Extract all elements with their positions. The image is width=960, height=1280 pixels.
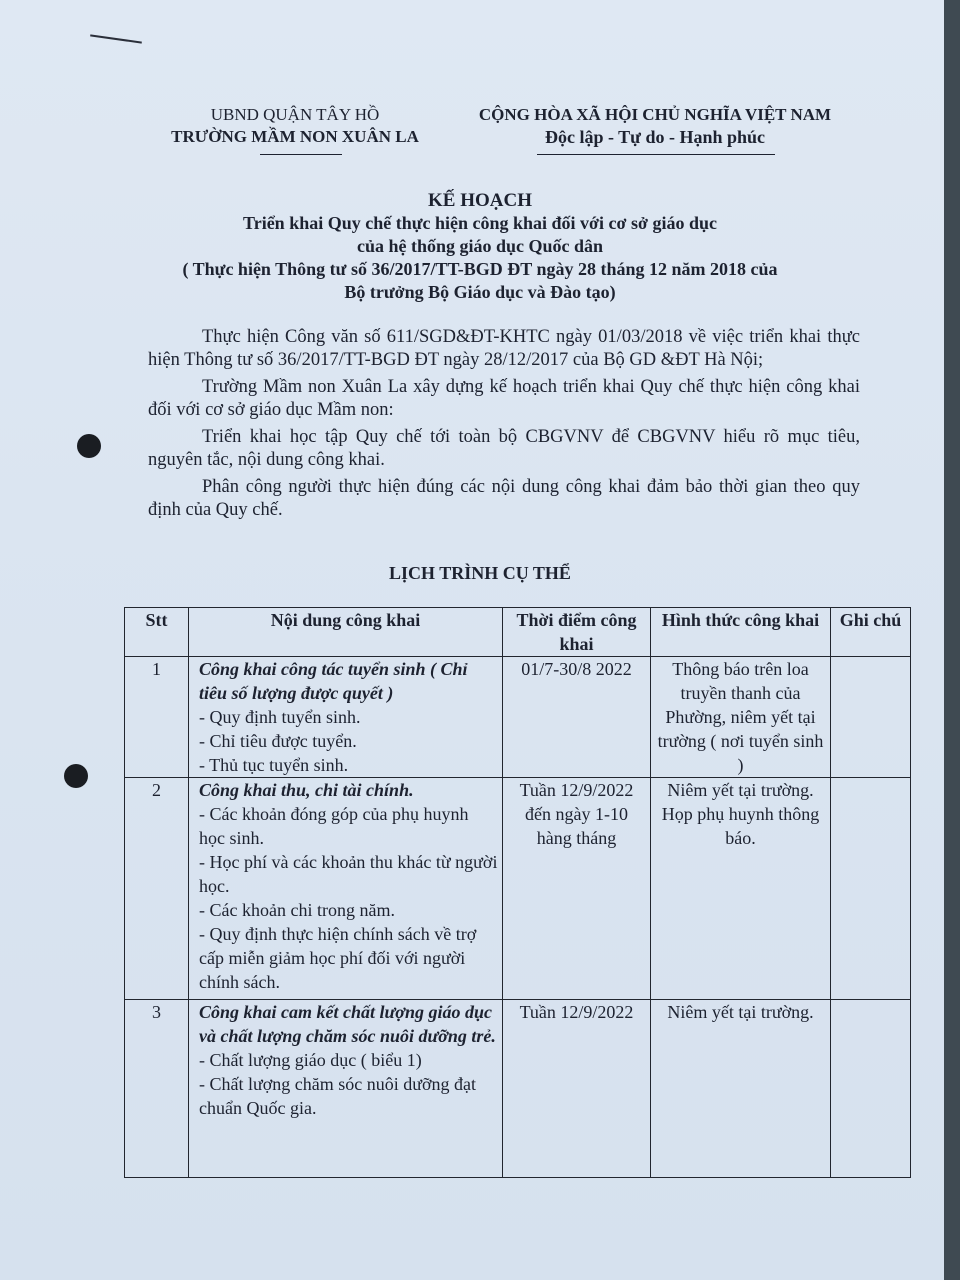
paragraph: Trường Mầm non Xuân La xây dựng kế hoạch triển khai Quy chế thực hiện công khai đối với cơ sở giáo dục Mầm non: bbox=[148, 377, 860, 420]
cell-note bbox=[831, 1000, 911, 1178]
header-school: TRƯỜNG MẦM NON XUÂN LA bbox=[171, 127, 419, 146]
title-sub2: của hệ thống giáo dục Quốc dân bbox=[356, 236, 604, 256]
table-row bbox=[125, 1000, 911, 1178]
row-title: Công khai thu, chi tài chính. bbox=[199, 780, 414, 800]
cell-form: Thông báo trên loa truyền thanh của Phường, niêm yết tại trường ( nơi tuyển sinh ) bbox=[651, 657, 831, 778]
row-item: - Quy định thực hiện chính sách về trợ cấp miễn giảm học phí đối với người chính sách. bbox=[199, 924, 477, 992]
header-motto: Độc lập - Tự do - Hạnh phúc bbox=[544, 127, 766, 147]
cell-content bbox=[189, 1000, 503, 1178]
row-item: - Chất lượng giáo dục ( biểu 1) bbox=[199, 1050, 422, 1070]
row-item: - Quy định tuyển sinh. bbox=[199, 707, 361, 727]
row-item: - Các khoản chi trong năm. bbox=[199, 900, 395, 920]
col-header-form: Hình thức công khai bbox=[651, 608, 831, 657]
cell-time: Tuần 12/9/2022 đến ngày 1-10 hàng tháng bbox=[503, 778, 651, 1000]
title-sub1: Triển khai Quy chế thực hiện công khai đối với cơ sở giáo dục bbox=[243, 213, 717, 233]
cell-stt: 1 bbox=[125, 657, 189, 778]
punch-hole-bottom bbox=[64, 764, 88, 788]
cell-note bbox=[831, 657, 911, 778]
header-right bbox=[470, 104, 840, 148]
cell-time: Tuần 12/9/2022 bbox=[503, 1000, 651, 1178]
row-title: Công khai công tác tuyển sinh ( Chỉ tiêu số lượng được quyết ) bbox=[199, 659, 468, 703]
header-right-rule bbox=[537, 154, 775, 155]
cell-stt: 3 bbox=[125, 1000, 189, 1178]
row-item: - Chất lượng chăm sóc nuôi dưỡng đạt chuẩn Quốc gia. bbox=[199, 1074, 477, 1118]
col-header-stt: Stt bbox=[125, 608, 189, 657]
cell-content bbox=[189, 657, 503, 778]
col-header-time: Thời điểm công khai bbox=[503, 608, 651, 657]
table-row bbox=[125, 778, 911, 1000]
col-header-note: Ghi chú bbox=[831, 608, 911, 657]
cell-content bbox=[189, 778, 503, 1000]
header-left bbox=[150, 104, 440, 148]
paragraph: Phân công người thực hiện đúng các nội dung công khai đảm bảo thời gian theo quy định của Quy chế. bbox=[148, 477, 860, 520]
table-header-row bbox=[125, 608, 911, 657]
cell-form: Niêm yết tại trường. bbox=[651, 1000, 831, 1178]
col-header-content: Nội dung công khai bbox=[189, 608, 503, 657]
title-sub3: ( Thực hiện Thông tư số 36/2017/TT-BGD ĐT ngày 28 tháng 12 năm 2018 của bbox=[182, 259, 778, 279]
paragraph: Thực hiện Công văn số 611/SGD&ĐT-KHTC ngày 01/03/2018 về việc triển khai thực hiện Thông tư số 36/2017/TT-BGD ĐT ngày 28/12/2017 của Bộ GD &ĐT Hà Nội; bbox=[148, 327, 860, 370]
row-item: - Học phí và các khoản thu khác từ người học. bbox=[199, 852, 498, 896]
cell-form: Niêm yết tại trường. Họp phụ huynh thông báo. bbox=[651, 778, 831, 1000]
pen-mark bbox=[90, 34, 142, 43]
cell-stt: 2 bbox=[125, 778, 189, 1000]
row-item: - Các khoản đóng góp của phụ huynh học sinh. bbox=[199, 804, 469, 848]
title-sub4: Bộ trưởng Bộ Giáo dục và Đào tạo) bbox=[344, 282, 616, 302]
title-main: KẾ HOẠCH bbox=[428, 190, 532, 211]
cell-time: 01/7-30/8 2022 bbox=[503, 657, 651, 778]
document-title bbox=[150, 190, 810, 304]
body-paragraphs bbox=[148, 326, 860, 526]
row-title: Công khai cam kết chất lượng giáo dục và chất lượng chăm sóc nuôi dưỡng trẻ. bbox=[199, 1002, 496, 1046]
schedule-table bbox=[124, 607, 911, 1178]
table-row bbox=[125, 657, 911, 778]
header-nation: CỘNG HÒA XÃ HỘI CHỦ NGHĨA VIỆT NAM bbox=[478, 105, 832, 124]
paragraph: Triển khai học tập Quy chế tới toàn bộ CBGVNV để CBGVNV hiểu rõ mục tiêu, nguyên tắc, nội dung công khai. bbox=[148, 427, 860, 470]
header-left-rule bbox=[260, 154, 342, 155]
header-district: UBND QUẬN TÂY HỒ bbox=[210, 105, 380, 124]
section-title: LỊCH TRÌNH CỤ THỂ bbox=[389, 563, 571, 583]
row-item: - Chỉ tiêu được tuyển. bbox=[199, 731, 357, 751]
punch-hole-top bbox=[77, 434, 101, 458]
row-item: - Thủ tục tuyển sinh. bbox=[199, 755, 349, 775]
cell-note bbox=[831, 778, 911, 1000]
